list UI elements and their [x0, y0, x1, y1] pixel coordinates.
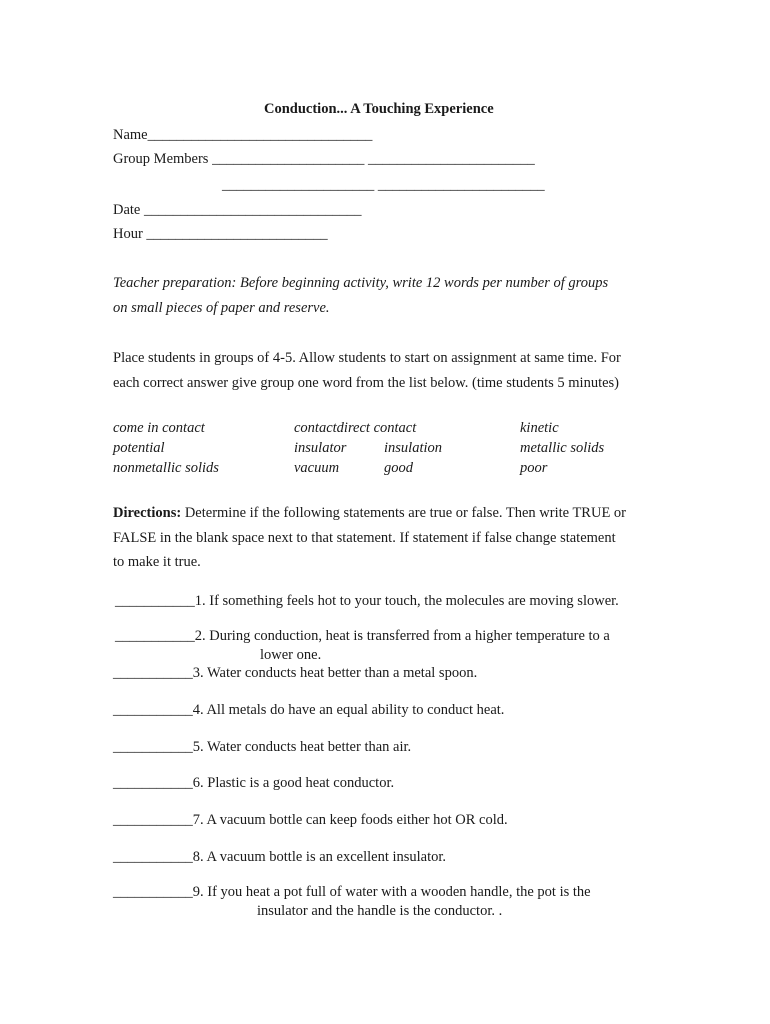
teacher-prep-line-1: Teacher preparation: Before beginning activity, write 12 words per number of groups [113, 275, 609, 291]
statement-5[interactable]: ___________5. Water conducts heat better than air. [113, 739, 412, 755]
statement-1[interactable]: ___________1. If something feels hot to your touch, the molecules are moving slower. [115, 593, 619, 609]
date-field-line[interactable]: Date ______________________________ [113, 202, 362, 218]
word-list-item: insulation [384, 440, 443, 456]
statement-6[interactable]: ___________6. Plastic is a good heat conductor. [113, 775, 395, 791]
teacher-prep-line-2: on small pieces of paper and reserve. [113, 300, 330, 316]
word-list-item: vacuum [294, 460, 340, 476]
instructions-line-1: Place students in groups of 4-5. Allow students to start on assignment at same time. For [113, 350, 621, 366]
word-list-item: kinetic [520, 420, 559, 436]
statement-2[interactable]: ___________2. During conduction, heat is transferred from a higher temperature to a [115, 628, 610, 644]
word-list-item: potential [113, 440, 165, 456]
word-list-item: poor [520, 460, 548, 476]
statement-3[interactable]: ___________3. Water conducts heat better than a metal spoon. [113, 665, 478, 681]
word-list-item: nonmetallic solids [113, 460, 219, 476]
word-list-item: contactdirect contact [294, 420, 417, 436]
directions-text: Determine if the following statements are true or false. Then write TRUE or [181, 505, 627, 521]
group-members-line-2[interactable]: _____________________ _______________________ [222, 177, 545, 193]
group-members-line-1[interactable]: Group Members _____________________ _______________________ [113, 151, 535, 167]
statement-4[interactable]: ___________4. All metals do have an equal ability to conduct heat. [113, 702, 505, 718]
word-list-item: come in contact [113, 420, 205, 436]
statement-2-continued: lower one. [260, 647, 322, 663]
directions-line-3: to make it true. [113, 554, 201, 570]
statement-8[interactable]: ___________8. A vacuum bottle is an excellent insulator. [113, 849, 447, 865]
instructions-line-2: each correct answer give group one word from the list below. (time students 5 minutes) [113, 375, 620, 391]
directions-line-2: FALSE in the blank space next to that statement. If statement if false change statement [113, 530, 616, 546]
name-field-line[interactable]: Name_______________________________ [113, 127, 373, 143]
directions-line-1 [113, 504, 626, 522]
word-list-item: insulator [294, 440, 347, 456]
directions-label: Directions: [113, 505, 182, 521]
word-list-item: metallic solids [520, 440, 605, 456]
statement-9-continued: insulator and the handle is the conductor. . [257, 903, 503, 919]
page-title: Conduction... A Touching Experience [264, 101, 494, 117]
word-list-item: good [384, 460, 413, 476]
statement-7[interactable]: ___________7. A vacuum bottle can keep foods either hot OR cold. [113, 812, 508, 828]
hour-field-line[interactable]: Hour _________________________ [113, 226, 328, 242]
statement-9[interactable]: ___________9. If you heat a pot full of water with a wooden handle, the pot is the [113, 884, 591, 900]
